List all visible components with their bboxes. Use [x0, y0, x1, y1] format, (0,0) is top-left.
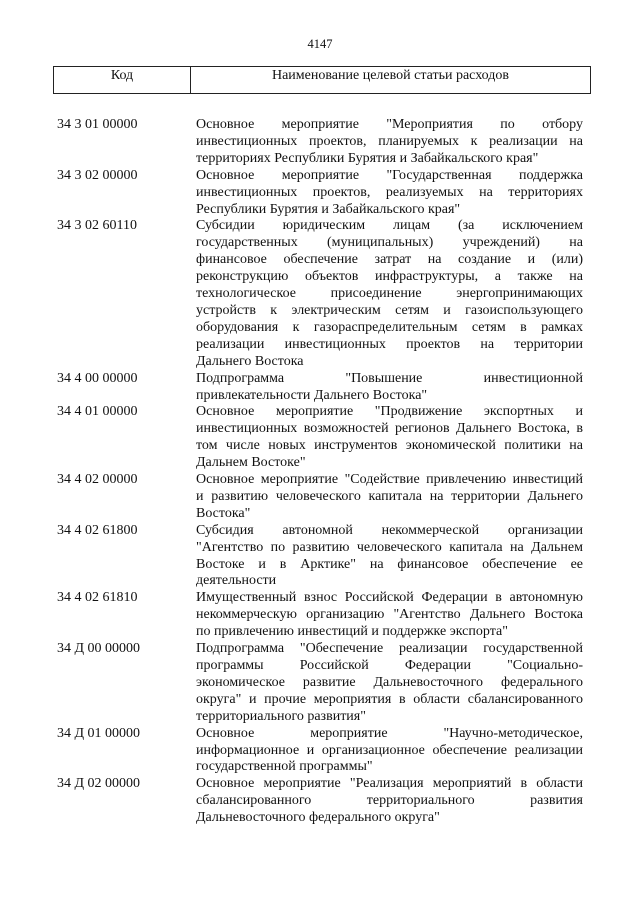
description-line: реализации инвестиционных проектов на территории — [196, 336, 583, 352]
row-code: 34 4 01 00000 — [57, 404, 138, 420]
description-line: экономическое развитие Дальневосточного федерального — [196, 674, 583, 690]
table-row — [57, 117, 591, 168]
row-description — [196, 776, 583, 827]
description-line: Основное мероприятие "Научно-методическое, — [196, 725, 583, 741]
description-line: некоммерческую организацию "Агентство Дальнего Востока — [196, 607, 583, 623]
row-code: 34 3 01 00000 — [57, 117, 138, 132]
table-header — [53, 66, 591, 94]
table-row — [57, 218, 591, 370]
row-code: 34 4 02 61800 — [57, 522, 138, 538]
description-line: Востока" — [196, 505, 251, 521]
row-description — [196, 590, 583, 641]
description-line: Субсидии юридическим лицам (за исключением — [196, 218, 583, 234]
row-code: 34 4 02 00000 — [57, 472, 138, 488]
table-row — [57, 590, 591, 641]
description-line: привлекательности Дальнего Востока" — [196, 387, 428, 403]
row-code: 34 Д 02 00000 — [57, 776, 141, 792]
description-line: Подпрограмма "Обеспечение реализации государственной — [196, 641, 583, 657]
row-code: 34 Д 01 00000 — [57, 725, 141, 741]
description-line: Дальнем Востоке" — [196, 455, 306, 471]
description-line: инвестиционных возможностей регионов Дальнего Востока, в — [196, 421, 583, 437]
description-line: округа" и прочие мероприятия в области сбалансированного — [196, 691, 583, 707]
description-line: Подпрограмма "Повышение инвестиционной — [196, 370, 583, 386]
row-description — [196, 168, 583, 219]
description-line: деятельности — [196, 573, 277, 589]
header-name: Наименование целевой статьи расходов — [271, 68, 510, 83]
expense-items-list — [57, 117, 591, 827]
description-line: Основное мероприятие "Государственная поддержка — [196, 167, 583, 183]
table-row — [57, 472, 591, 523]
row-description — [196, 641, 583, 726]
header-code: Код — [54, 67, 191, 93]
row-description — [196, 523, 583, 591]
description-line: оборудования к газораспределительным сетям в рамках — [196, 319, 583, 335]
table-row — [57, 523, 591, 591]
row-code: 34 3 02 60110 — [57, 218, 137, 234]
row-description — [196, 726, 583, 777]
row-code: 34 4 02 61810 — [57, 590, 138, 606]
table-row — [57, 641, 591, 726]
description-line: инвестиционных проектов, планируемых к реализации на — [196, 133, 583, 149]
table-row — [57, 726, 591, 777]
description-line: Республики Бурятия и Забайкальского края" — [196, 201, 461, 217]
description-line: Субсидия автономной некоммерческой организации — [196, 522, 583, 538]
description-line: Дальневосточного федерального округа" — [196, 810, 440, 826]
description-line: технологическое присоединение энергопринимающих — [196, 286, 583, 302]
description-line: сбалансированного территориального развития — [196, 793, 583, 809]
description-line: информационное и организационное обеспечение реализации — [196, 742, 583, 758]
description-line: Основное мероприятие "Реализация мероприятий в области — [196, 776, 583, 792]
description-line: том числе новых инструментов экономической политики на — [196, 438, 583, 454]
table-row — [57, 404, 591, 472]
description-line: государственных (муниципальных) учреждений) на — [196, 235, 583, 251]
row-code: 34 3 02 00000 — [57, 167, 138, 183]
description-line: Дальнего Востока — [196, 353, 304, 369]
description-line: территориального развития" — [196, 708, 366, 724]
description-line: программы Российской Федерации "Социально- — [196, 658, 583, 673]
table-row — [57, 776, 591, 827]
table-row — [57, 168, 591, 219]
row-description — [196, 472, 583, 523]
page-number: 4147 — [307, 37, 333, 51]
description-line: территориях Республики Бурятия и Забайкальского края" — [196, 150, 539, 166]
description-line: реконструкцию объектов инфраструктуры, а также на — [196, 269, 583, 285]
description-line: и развитию человеческого капитала на территории Дальнего — [196, 488, 583, 504]
row-code: 34 Д 00 00000 — [57, 641, 141, 657]
description-line: Востоке и в Арктике" на финансовое обеспечение ее — [196, 556, 583, 572]
description-line: Основное мероприятие "Мероприятия по отбору — [196, 117, 583, 132]
table-row — [57, 371, 591, 405]
description-line: государственной программы" — [196, 759, 373, 775]
description-line: финансовое обеспечение затрат на создание и (или) — [196, 252, 583, 268]
row-description — [196, 404, 583, 472]
description-line: "Агентство по развитию человеческого капитала на Дальнем — [196, 539, 583, 555]
description-line: устройств к электрическим сетям и газоиспользующего — [196, 302, 583, 318]
row-description — [196, 371, 583, 405]
description-line: Имущественный взнос Российской Федерации в автономную — [196, 590, 583, 606]
row-description — [196, 117, 583, 168]
description-line: Основное мероприятие "Продвижение экспортных и — [196, 404, 583, 420]
description-line: Основное мероприятие "Содействие привлечению инвестиций — [196, 472, 583, 488]
description-line: по привлечению инвестиций и поддержке экспорта" — [196, 624, 508, 640]
row-code: 34 4 00 00000 — [57, 370, 138, 386]
row-description — [196, 218, 583, 370]
description-line: инвестиционных проектов, реализуемых на территориях — [196, 184, 583, 200]
